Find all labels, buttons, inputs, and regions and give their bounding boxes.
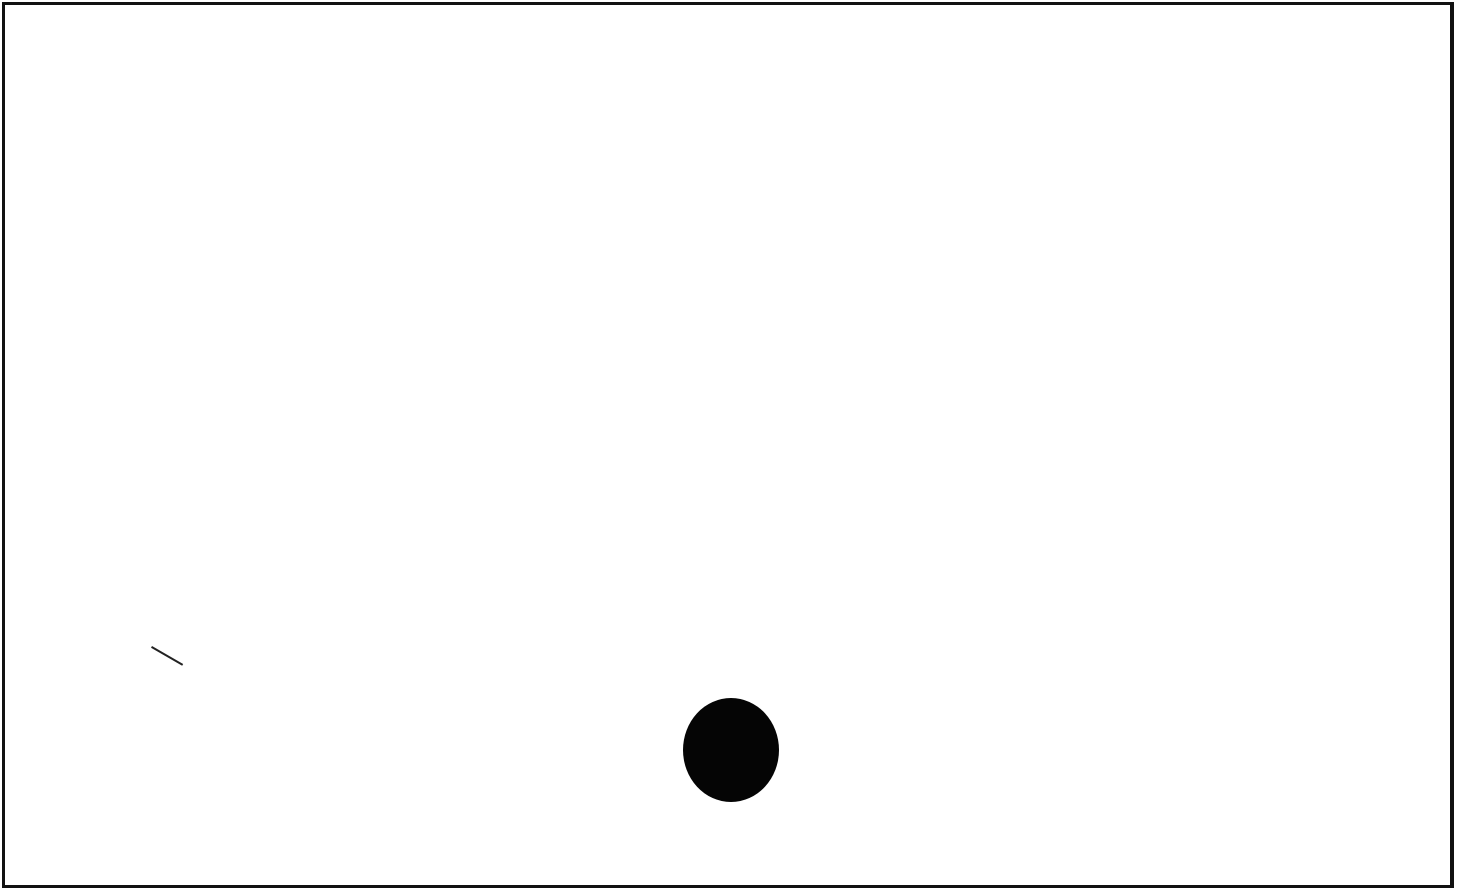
title-line-3 xyxy=(222,306,304,350)
punch-hole xyxy=(683,698,779,802)
